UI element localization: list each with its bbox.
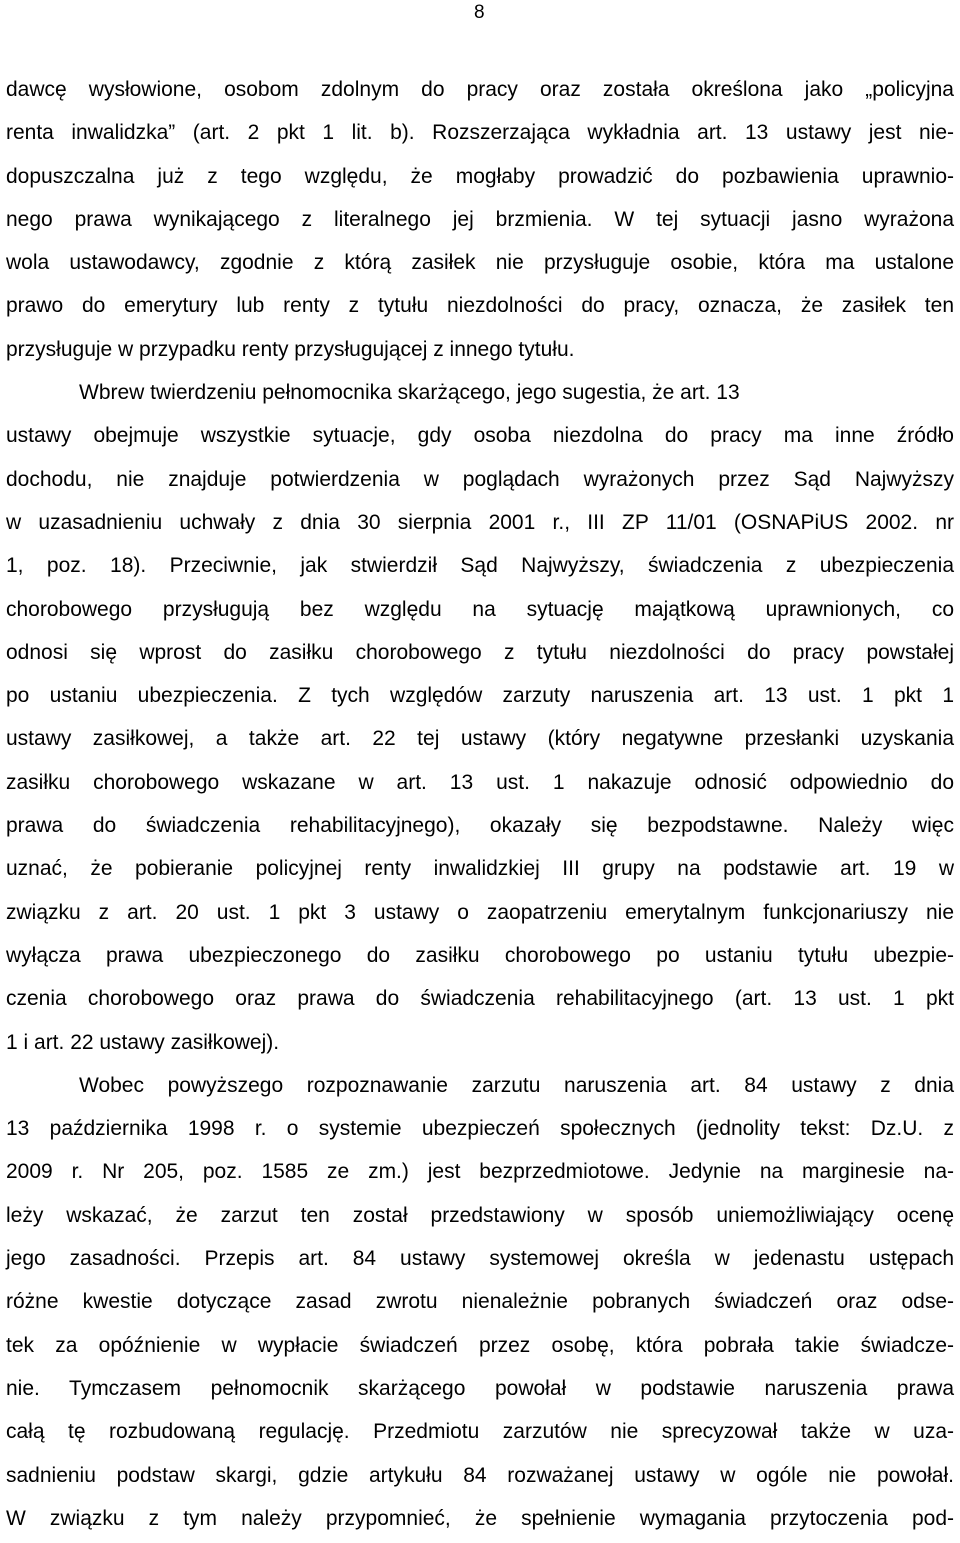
text-line: 1, poz. 18). Przeciwnie, jak stwierdził Sąd Najwyższy, świadczenia z ubezpieczenia — [6, 554, 954, 578]
text-line: tek za opóźnienie w wypłacie świadczeń przez osobę, która pobrała takie świadcze- — [6, 1333, 954, 1357]
text-line: zasiłku chorobowego wskazane w art. 13 ust. 1 nakazuje odnosić odpowiednio do — [6, 770, 954, 794]
text-line: prawa do świadczenia rehabilitacyjnego), okazały się bezpodstawne. Należy więc — [6, 814, 954, 838]
text-line: uznać, że pobieranie policyjnej renty inwalidzkiej III grupy na podstawie art. 19 w — [6, 857, 954, 881]
text-line: całą tę rozbudowaną regulację. Przedmiotu zarzutów nie sprecyzował także w uza- — [6, 1420, 954, 1444]
text-line: prawo do emerytury lub renty z tytułu niezdolności do pracy, oznacza, że zasiłek ten — [6, 294, 954, 318]
text-line: 2009 r. Nr 205, poz. 1585 ze zm.) jest bezprzedmiotowe. Jedynie na marginesie na- — [6, 1160, 954, 1184]
text-line: dopuszczalna już z tego względu, że mogłaby prowadzić do pozbawienia uprawnio- — [6, 164, 954, 188]
text-line: dawcę wysłowione, osobom zdolnym do pracy oraz została określona jako „policyjna — [6, 78, 954, 101]
text-line: po ustaniu ubezpieczenia. Z tych względów zarzuty naruszenia art. 13 ust. 1 pkt 1 — [6, 684, 954, 708]
text-line: 1 i art. 22 ustawy zasiłkowej). — [6, 1030, 280, 1054]
text-line: leży wskazać, że zarzut ten został przedstawiony w sposób uniemożliwiający ocenę — [6, 1203, 954, 1227]
page-number: 8 — [474, 2, 485, 23]
text-line: chorobowego przysługują bez względu na sytuację majątkową uprawnionych, co — [6, 597, 954, 621]
text-line: ustawy zasiłkowej, a także art. 22 tej ustawy (który negatywne przesłanki uzyskania — [6, 727, 954, 751]
text-line: w uzasadnieniu uchwały z dnia 30 sierpnia 2001 r., III ZP 11/01 (OSNAPiUS 2002. nr — [6, 510, 954, 534]
text-line: wyłącza prawa ubezpieczonego do zasiłku chorobowego po ustaniu tytułu ubezpie- — [6, 943, 954, 967]
text-line: dochodu, nie znajduje potwierdzenia w poglądach wyrażonych przez Sąd Najwyższy — [6, 467, 954, 491]
text-line: odnosi się wprost do zasiłku chorobowego z tytułu niezdolności do pracy powstałej — [6, 640, 954, 664]
text-line: 13 października 1998 r. o systemie ubezpieczeń społecznych (jednolity tekst: Dz.U. z — [6, 1117, 954, 1141]
text-line: wola ustawodawcy, zgodnie z którą zasiłek nie przysługuje osobie, która ma ustalone — [6, 251, 954, 275]
text-line: czenia chorobowego oraz prawa do świadczenia rehabilitacyjnego (art. 13 ust. 1 pkt — [6, 987, 954, 1011]
text-line: renta inwalidzka” (art. 2 pkt 1 lit. b). Rozszerzająca wykładnia art. 13 ustawy jest nie- — [6, 121, 954, 145]
text-line: Wobec powyższego rozpoznawanie zarzutu naruszenia art. 84 ustawy z dnia — [79, 1073, 954, 1097]
text-line: ustawy obejmuje wszystkie sytuacje, gdy osoba niezdolna do pracy ma inne źródło — [6, 424, 954, 448]
document-body — [6, 68, 954, 1540]
text-line: jego zasadności. Przepis art. 84 ustawy systemowej określa w jedenastu ustępach — [6, 1247, 954, 1271]
text-line: sadnieniu podstaw skargi, gdzie artykułu 84 rozważanej ustawy w ogóle nie powołał. — [6, 1463, 954, 1487]
text-line: przysługuje w przypadku renty przysługującej z innego tytułu. — [6, 337, 575, 361]
text-line: różne kwestie dotyczące zasad zwrotu nienależnie pobranych świadczeń oraz odse- — [6, 1290, 954, 1314]
text-line: związku z art. 20 ust. 1 pkt 3 ustawy o zaopatrzeniu emerytalnym funkcjonariuszy nie — [6, 900, 954, 924]
text-line: nie. Tymczasem pełnomocnik skarżącego powołał w podstawie naruszenia prawa — [6, 1376, 954, 1400]
text-line: Wbrew twierdzeniu pełnomocnika skarżącego, jego sugestia, że art. 13 — [79, 381, 740, 405]
text-line: nego prawa wynikającego z literalnego jej brzmienia. W tej sytuacji jasno wyrażona — [6, 207, 954, 231]
text-line: W związku z tym należy przypomnieć, że spełnienie wymagania przytoczenia pod- — [6, 1506, 954, 1530]
